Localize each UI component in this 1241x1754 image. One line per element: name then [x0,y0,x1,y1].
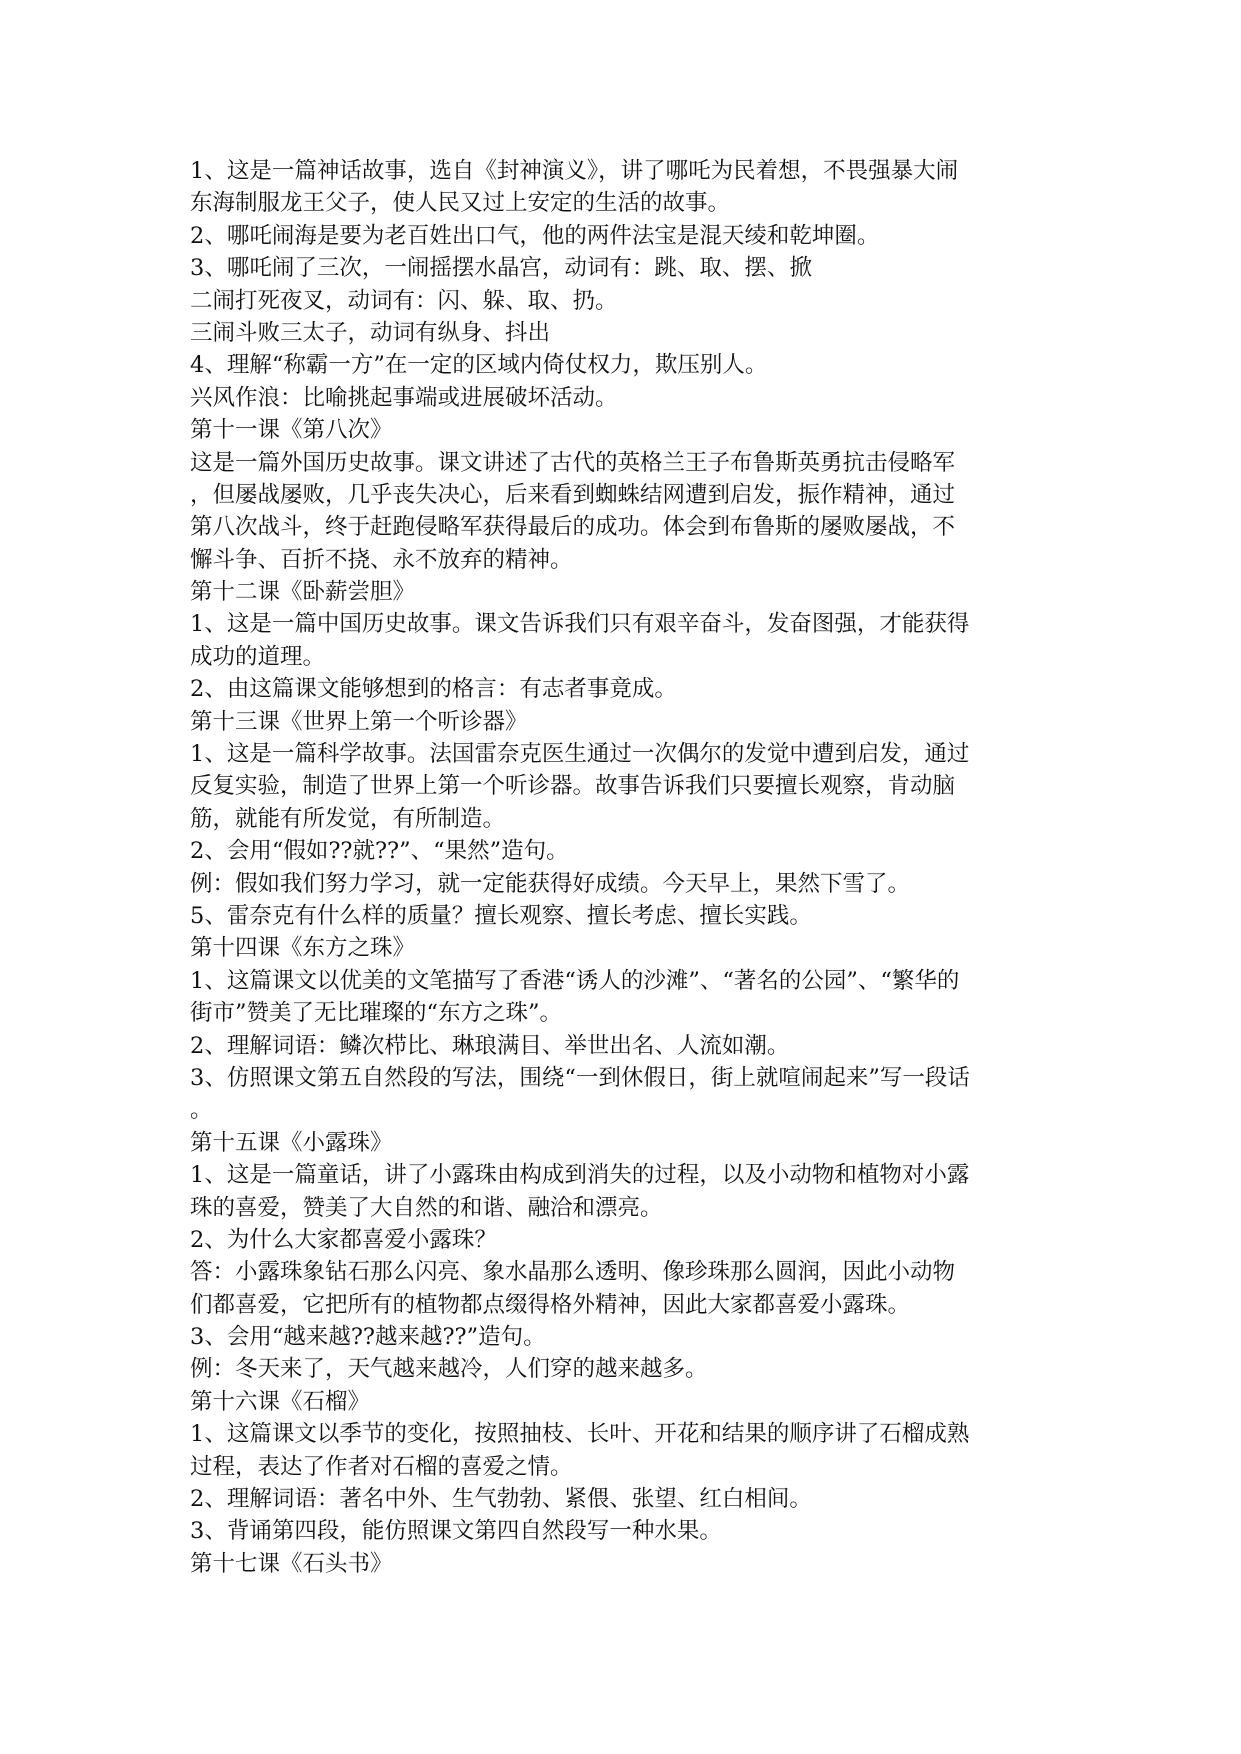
text-line: 1、这篇课文以季节的变化，按照抽枝、长叶、开花和结果的顺序讲了石榴成熟 [190,1421,970,1448]
text-line: 1、这是一篇科学故事。法国雷奈克医生通过一次偶尔的发觉中遭到启发，通过 [190,741,970,768]
text-line: 1、这是一篇神话故事，选自《封神演义》，讲了哪吒为民着想，不畏强暴大闹 [190,158,959,184]
text-line: 反复实验，制造了世界上第一个听诊器。故事告诉我们只要擅长观察，肯动脑 [190,773,956,800]
text-line: 1、这篇课文以优美的文笔描写了香港“诱人的沙滩”、“著名的公园”、“繁华的 [190,967,960,994]
text-line: 第十四课《东方之珠》 [190,935,416,962]
text-line: 兴风作浪：比喻挑起事端或进展破坏活动。 [190,384,618,411]
text-line: 1、这是一篇中国历史故事。课文告诉我们只有艰辛奋斗，发奋图强，才能获得 [190,611,970,638]
text-line: 三闹斗败三太子，动词有纵身、抖出 [190,319,551,346]
text-line: 第十一课《第八次》 [190,417,393,444]
text-line: ，但屡战屡败，几乎丧失决心，后来看到蜘蛛结网遭到启发，振作精神，通过 [190,481,956,508]
text-line: 。 [190,1097,213,1124]
text-line: 过程，表达了作者对石榴的喜爱之情。 [190,1453,573,1480]
text-line: 这是一篇外国历史故事。课文讲述了古代的英格兰王子布鲁斯英勇抗击侵略军 [190,449,956,476]
text-line: 第八次战斗，终于赶跑侵略军获得最后的成功。体会到布鲁斯的屡败屡战，不 [190,514,956,541]
text-line: 5、雷奈克有什么样的质量？擅长观察、擅长考虑、擅长实践。 [190,902,812,929]
text-line: 二闹打死夜叉，动词有：闪、躲、取、扔。 [190,287,618,314]
text-line: 2、理解词语：鳞次栉比、琳琅满目、举世出名、人流如潮。 [190,1032,790,1059]
text-line: 3、背诵第四段，能仿照课文第四自然段写一种水果。 [190,1518,722,1545]
text-line: 第十六课《石榴》 [190,1388,371,1415]
text-line: 3、哪吒闹了三次，一闹摇摆水晶宫，动词有：跳、取、摆、掀 [190,255,812,282]
text-line: 成功的道理。 [190,643,326,670]
text-line: 答：小露珠象钻石那么闪亮、象水晶那么透明、像珍珠那么圆润，因此小动物 [190,1259,956,1286]
text-line: 1、这是一篇童话，讲了小露珠由构成到消失的过程，以及小动物和植物对小露 [190,1162,970,1189]
text-line: 2、理解词语：著名中外、生气勃勃、紧偎、张望、红白相间。 [190,1486,812,1513]
text-line: 例：冬天来了，天气越来越冷，人们穿的越来越多。 [190,1356,708,1383]
text-line: 珠的喜爱，赞美了大自然的和谐、融洽和漂亮。 [190,1194,663,1221]
text-line: 第十二课《卧薪尝胆》 [190,579,416,606]
text-line: 第十三课《世界上第一个听诊器》 [190,708,528,735]
document-body [190,155,1060,1580]
text-line: 们都喜爱，它把所有的植物都点缀得格外精神，因此大家都喜爱小露珠。 [190,1291,911,1318]
text-line: 懈斗争、百折不挠、永不放弃的精神。 [190,546,573,573]
text-line: 筋，就能有所发觉，有所制造。 [190,805,506,832]
text-line: 2、为什么大家都喜爱小露珠？ [190,1226,497,1253]
text-line: 第十七课《石头书》 [190,1550,393,1577]
text-line: 2、哪吒闹海是要为老百姓出口气，他的两件法宝是混天绫和乾坤圈。 [190,222,880,249]
text-line: 2、由这篇课文能够想到的格言：有志者事竟成。 [190,676,677,703]
text-line: 3、仿照课文第五自然段的写法，围绕“一到休假日，街上就喧闹起来”写一段话 [190,1064,970,1091]
text-line: 例：假如我们努力学习，就一定能获得好成绩。今天早上，果然下雪了。 [190,870,911,897]
text-line: 街市”赞美了无比璀璨的“东方之珠”。 [190,1000,563,1027]
text-line: 第十五课《小露珠》 [190,1129,393,1156]
text-line: 东海制服龙王父子，使人民又过上安定的生活的故事。 [190,190,731,217]
text-line: 2、会用“假如??就??”、“果然”造句。 [190,838,569,865]
text-line: 3、会用“越来越??越来越??”造句。 [190,1324,546,1351]
text-line: 4、理解“称霸一方”在一定的区域内倚仗权力，欺压别人。 [190,352,768,379]
